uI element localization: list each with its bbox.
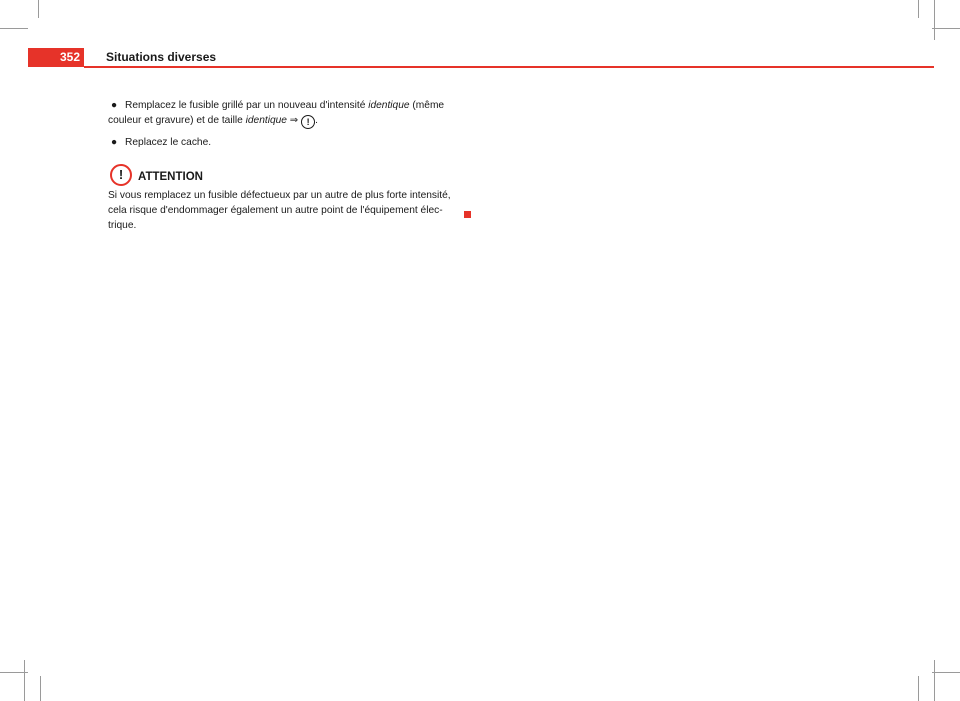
- section-title: Situations diverses: [106, 50, 217, 64]
- section-end-marker: [464, 211, 471, 218]
- main-content: [108, 98, 468, 233]
- warning-reference-icon[interactable]: !: [301, 115, 315, 129]
- attention-line: cela risque d'endommager également un autre point de l'équipement élec-: [108, 205, 443, 216]
- crop-mark: [934, 0, 935, 40]
- text: ⇒: [286, 115, 302, 126]
- emphasis: identique: [368, 100, 410, 111]
- attention-line: Si vous remplacez un fusible défectueux par un autre de plus forte intensité,: [108, 190, 451, 201]
- attention-line: trique.: [108, 220, 137, 231]
- header-rule: [84, 66, 934, 68]
- text: couleur et gravure) et de taille: [108, 115, 246, 126]
- crop-mark: [918, 676, 919, 701]
- attention-title: ATTENTION: [138, 171, 203, 183]
- attention-block: [108, 168, 468, 233]
- crop-mark: [40, 676, 41, 701]
- crop-mark: [932, 672, 960, 673]
- bullet-icon: ●: [111, 100, 118, 111]
- bullet-line: [108, 113, 468, 129]
- bullet-line: [125, 98, 468, 113]
- bullet-text: Replacez le cache.: [125, 137, 212, 148]
- text: (même: [409, 100, 445, 111]
- page-number: 352: [28, 48, 84, 67]
- text: .: [315, 115, 319, 126]
- crop-mark: [934, 660, 935, 701]
- bullet-icon: ●: [111, 137, 118, 148]
- crop-mark: [932, 28, 960, 29]
- crop-mark: [24, 660, 25, 701]
- emphasis: identique: [245, 115, 287, 126]
- warning-icon: !: [110, 164, 132, 186]
- crop-mark: [0, 28, 28, 29]
- attention-body: [108, 188, 468, 233]
- text: Remplacez le fusible grillé par un nouveau d'intensité: [125, 100, 369, 111]
- crop-mark: [38, 0, 39, 18]
- list-item: [108, 98, 468, 129]
- crop-mark: [918, 0, 919, 18]
- list-item: [108, 135, 468, 150]
